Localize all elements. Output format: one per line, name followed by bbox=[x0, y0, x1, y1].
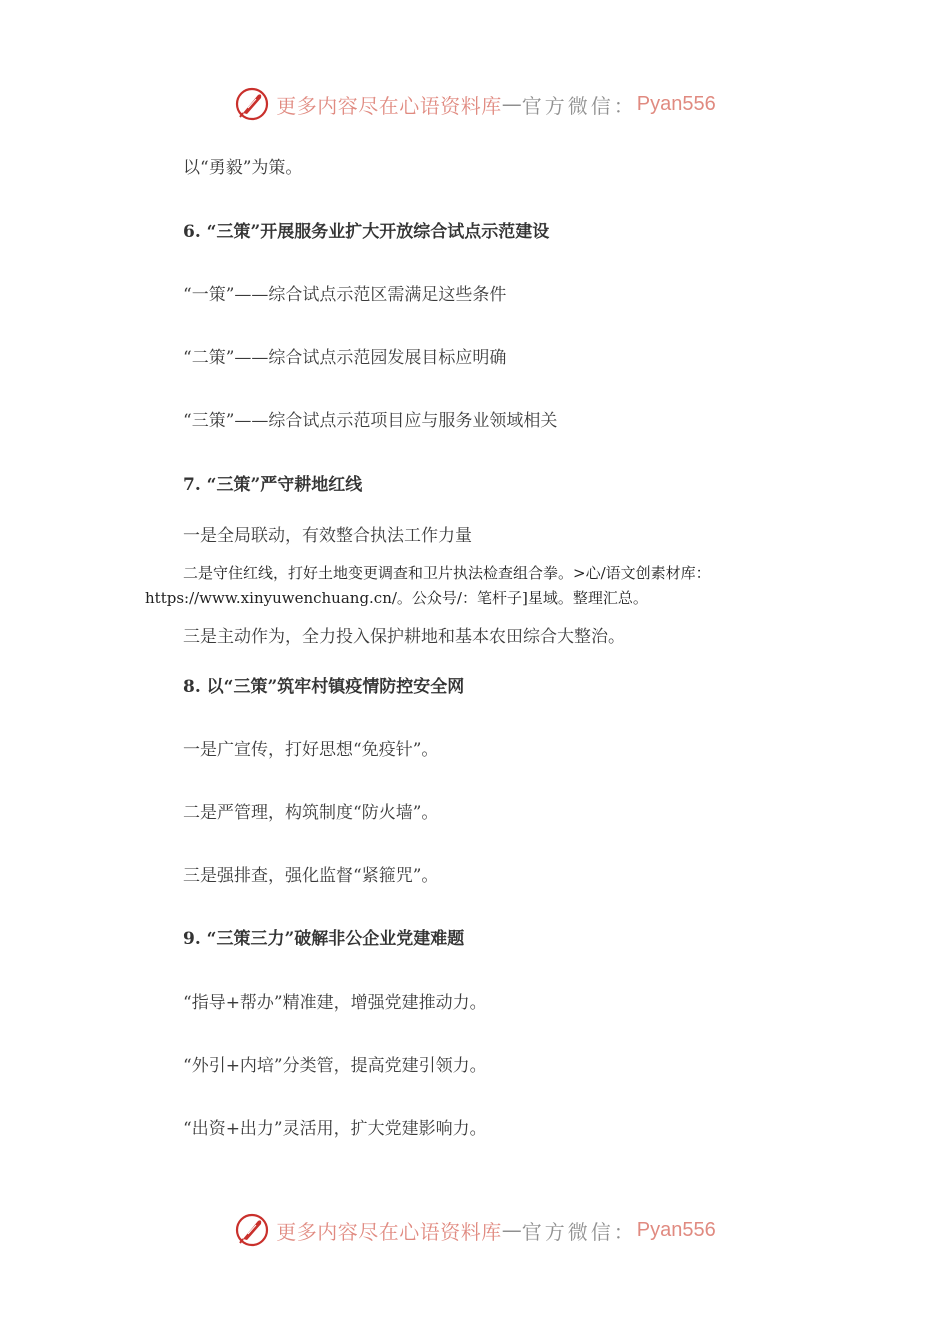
quill-logo-icon bbox=[234, 86, 270, 122]
paragraph: “一策”——综合试点示范区需满足这些条件 bbox=[183, 285, 507, 305]
section-heading-7: 7. “三策”严守耕地红线 bbox=[183, 475, 363, 495]
paragraph: 以“勇毅”为策。 bbox=[183, 158, 303, 178]
banner-dash: — bbox=[501, 1218, 522, 1242]
paragraph: 三是强排查，强化监督“紧箍咒”。 bbox=[183, 866, 439, 886]
banner-wechat-label: 官方微信： bbox=[521, 93, 637, 118]
paragraph: “外引+内培”分类管，提高党建引领力。 bbox=[183, 1056, 487, 1076]
banner-text: 更多内容尽在心语资料库 bbox=[276, 93, 502, 118]
paragraph: 一是广宣传，打好思想“免疫针”。 bbox=[183, 740, 439, 760]
paragraph: “三策”——综合试点示范项目应与服务业领域相关 bbox=[183, 411, 558, 431]
banner-dash: — bbox=[501, 92, 522, 116]
paragraph: “指导+帮办”精准建，增强党建推动力。 bbox=[183, 993, 487, 1013]
banner-text: 更多内容尽在心语资料库 bbox=[276, 1219, 502, 1244]
quill-logo-icon bbox=[234, 1212, 270, 1248]
paragraph: “二策”——综合试点示范园发展目标应明确 bbox=[183, 348, 507, 368]
header-banner bbox=[0, 82, 950, 126]
paragraph: 二是严管理，构筑制度“防火墙”。 bbox=[183, 803, 439, 823]
banner-wechat-id: Pyan556 bbox=[636, 1218, 716, 1241]
footer-banner bbox=[0, 1208, 950, 1252]
banner-wechat-id: Pyan556 bbox=[636, 92, 716, 115]
paragraph: “出资+出力”灵活用，扩大党建影响力。 bbox=[183, 1119, 487, 1139]
paragraph: 二是守住红线，打好土地变更调查和卫片执法检查组合拳。>心/语文创素材库： bbox=[183, 564, 711, 582]
section-heading-9: 9. “三策三力”破解非公企业党建难题 bbox=[183, 929, 465, 949]
paragraph: 一是全局联动，有效整合执法工作力量 bbox=[183, 526, 472, 546]
banner-wechat-label: 官方微信： bbox=[521, 1219, 637, 1244]
section-heading-8: 8. 以“三策”筑牢村镇疫情防控安全网 bbox=[183, 677, 465, 697]
source-note: https://www.xinyuwenchuang.cn/。公众号/：笔杆子]星域。整理汇总。 bbox=[145, 589, 648, 607]
paragraph: 三是主动作为，全力投入保护耕地和基本农田综合大整治。 bbox=[183, 627, 625, 647]
section-heading-6: 6. “三策”开展服务业扩大开放综合试点示范建设 bbox=[183, 222, 550, 242]
